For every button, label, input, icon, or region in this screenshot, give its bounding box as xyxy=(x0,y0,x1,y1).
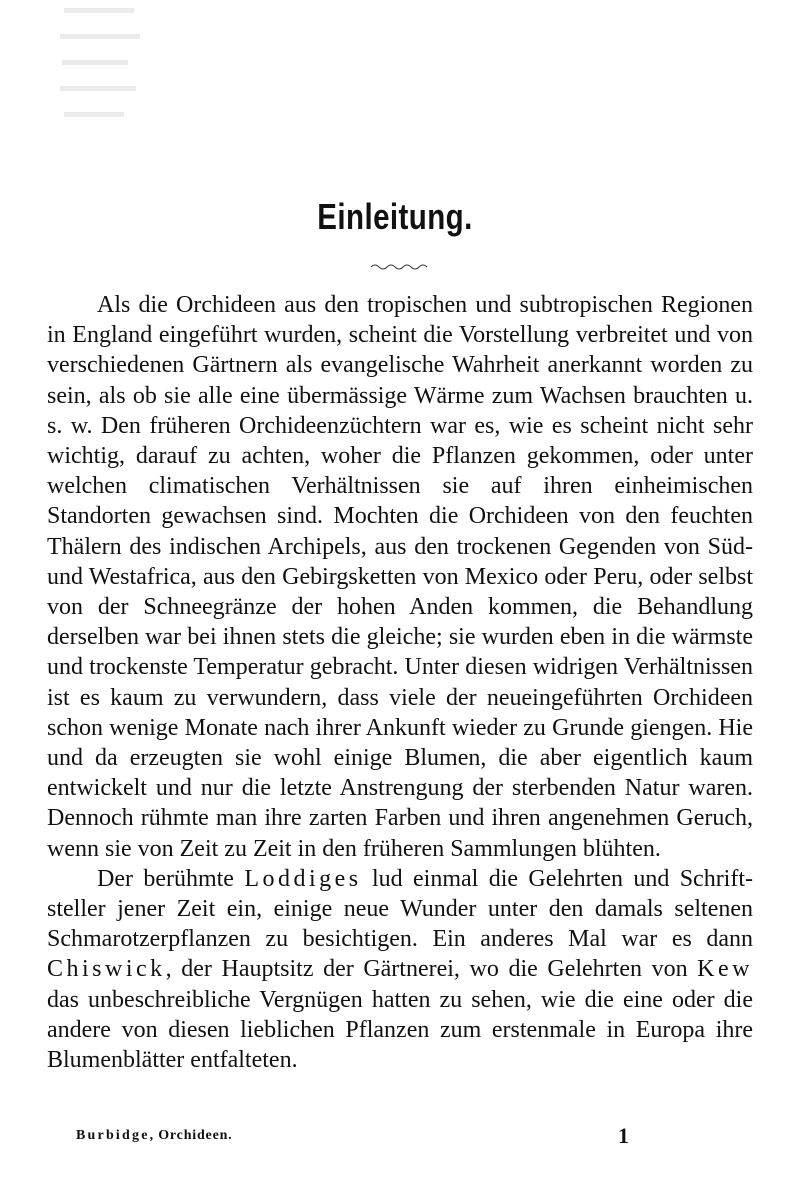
bleed-through-text xyxy=(56,0,166,140)
spaced-name: Kew xyxy=(697,956,753,983)
text-run: das unbeschreibliche Vergnügen hatten zu sehen, wie die eine oder die andere von diesen lieblichen Pflanzen zum erstenmale in Europa ihre Blumenblätter entfalteten. xyxy=(47,986,753,1074)
text-run: lud einmal die Gelehrten und Schriftsteller jener Zeit ein, einige neue Wunder unter den damals seltenen Schmarotzerpflanzen zu besichtigen. Ein anderes Mal war es dann xyxy=(47,865,754,953)
paragraph xyxy=(47,290,753,864)
footer-signature xyxy=(76,1128,232,1144)
text-run: Als die Orchideen aus den tropischen und subtropischen Regionen in England eingeführt wurden, scheint die Vorstellung verbreitet und von verschiedenen Gärtnern als evangelische Wahrheit anerkannt worden zu sein, als ob sie alle eine übermässige Wärme zum Wachsen brauchten u. s. w. Den früheren Orchideenzüchtern war es, wie es scheint nicht sehr wichtig, darauf zu achten, woher die Pflanzen gekommen, oder unter welchen climatischen Verhältnissen sie auf ihren einheimischen Standorten gewachsen sind. Mochten die Orchideen von den feuchten Thälern des indischen Archipels, aus den trockenen Gegenden von Süd- und Westafrica, aus den Gebirgsketten von Mexico oder Peru, oder selbst von der Schneegränze der hohen Anden kommen, die Behandlung derselben war bei ihnen stets die gleiche; sie wurden eben in die wärmste und trockenste Temperatur gebracht. Unter diesen widrigen Verhältnissen ist es kaum zu verwundern, dass viele der neueingeführten Orchideen schon wenige Monate nach ihrer Ankunft wieder zu Grunde giengen. Hie und da erzeugten sie wohl einige Blumen, die aber eigentlich kaum entwickelt und nur die letzte Anstrengung der sterbenden Natur waren. Dennoch rühmte man ihre zarten Farben und ihren angenehmen Geruch, wenn sie von Zeit zu Zeit in den früheren Sammlungen blühten. xyxy=(47,292,753,862)
text-run: Der berühmte xyxy=(97,865,245,892)
spaced-name: Chiswick xyxy=(47,956,166,983)
title-ornament xyxy=(370,262,428,272)
page-title: Einleitung. xyxy=(317,196,473,237)
paragraph xyxy=(47,864,753,1075)
footer-author: Burbidge xyxy=(76,1128,150,1143)
body-text xyxy=(47,290,753,1075)
footer-work-title: , Orchideen. xyxy=(149,1128,233,1143)
spaced-name: Loddiges xyxy=(244,865,362,892)
page-number: 1 xyxy=(618,1123,629,1148)
text-run: , der Hauptsitz der Gärtnerei, wo die Gelehrten von xyxy=(165,956,698,983)
